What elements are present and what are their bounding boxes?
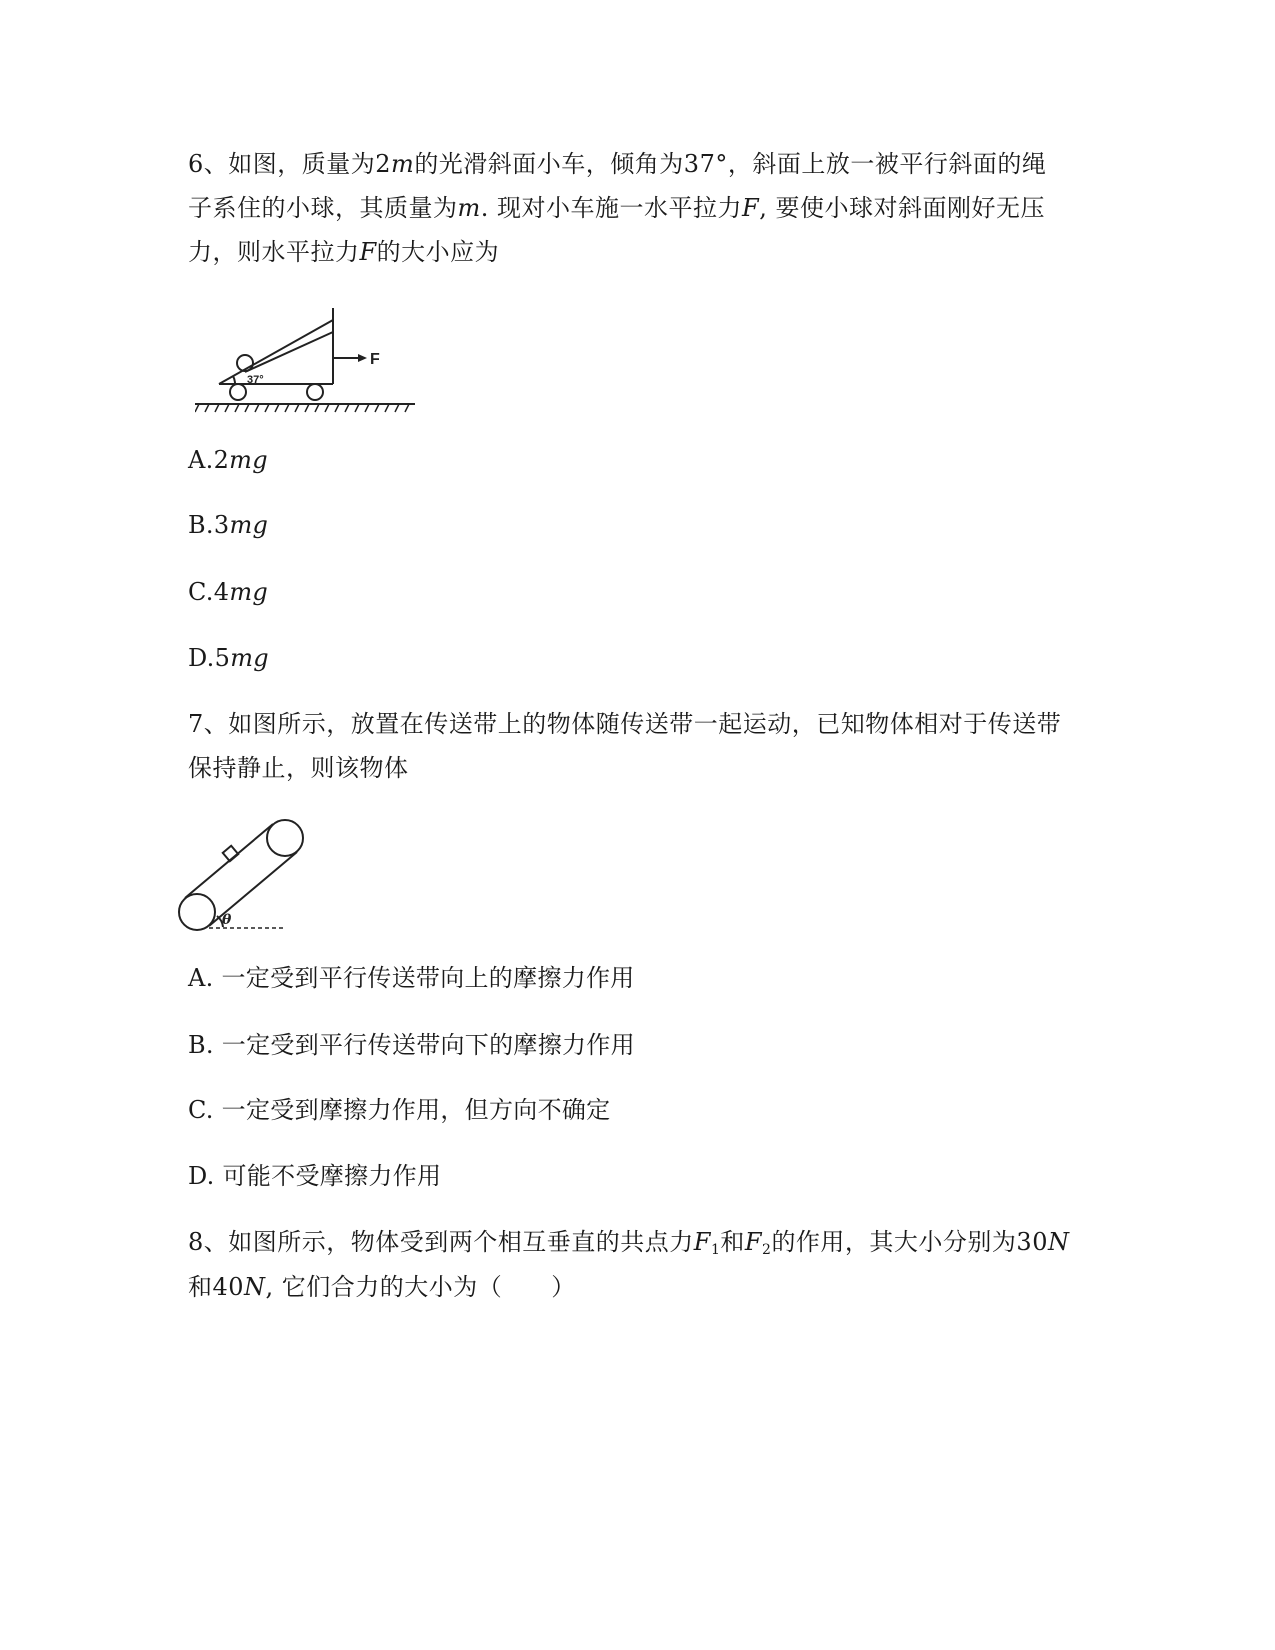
q6-option-c[interactable]: C.4mg [188,578,269,606]
q8-line-1: 8、如图所示，物体受到两个相互垂直的共点力$F_1$和$F_2$的作用，其大小分别为30N [188,1228,1070,1258]
incline-cart-figure [195,300,425,420]
q6-option-d[interactable]: D.5mg [188,644,269,672]
q7-option-d[interactable]: D. 可能不受摩擦力作用 [188,1162,442,1190]
q6-line-3: 力，则水平拉力F的大小应为 [188,238,500,266]
q6-line-1: 6、如图，质量为2m的光滑斜面小车，倾角为37°，斜面上放一被平行斜面的绳 [188,150,1047,178]
q7-option-b[interactable]: B. 一定受到平行传送带向下的摩擦力作用 [188,1031,635,1059]
theta-label: θ [222,912,232,928]
q7-option-c[interactable]: C. 一定受到摩擦力作用，但方向不确定 [188,1096,611,1124]
conveyor-belt-figure [175,812,325,937]
q6-option-b[interactable]: B.3mg [188,511,269,539]
q6-line-2: 子系住的小球，其质量为m. 现对小车施一水平拉力F, 要使小球对斜面刚好无压 [188,194,1045,222]
q7-option-a[interactable]: A. 一定受到平行传送带向上的摩擦力作用 [188,964,635,992]
force-label: F [370,351,380,368]
q8-line-2: 和40N, 它们合力的大小为（ ） [188,1273,576,1301]
q7-line-1: 7、如图所示，放置在传送带上的物体随传送带一起运动，已知物体相对于传送带 [188,710,1062,738]
angle-label: 37° [247,374,264,386]
q7-line-2: 保持静止，则该物体 [188,754,409,782]
q6-option-a[interactable]: A.2mg [188,446,268,474]
